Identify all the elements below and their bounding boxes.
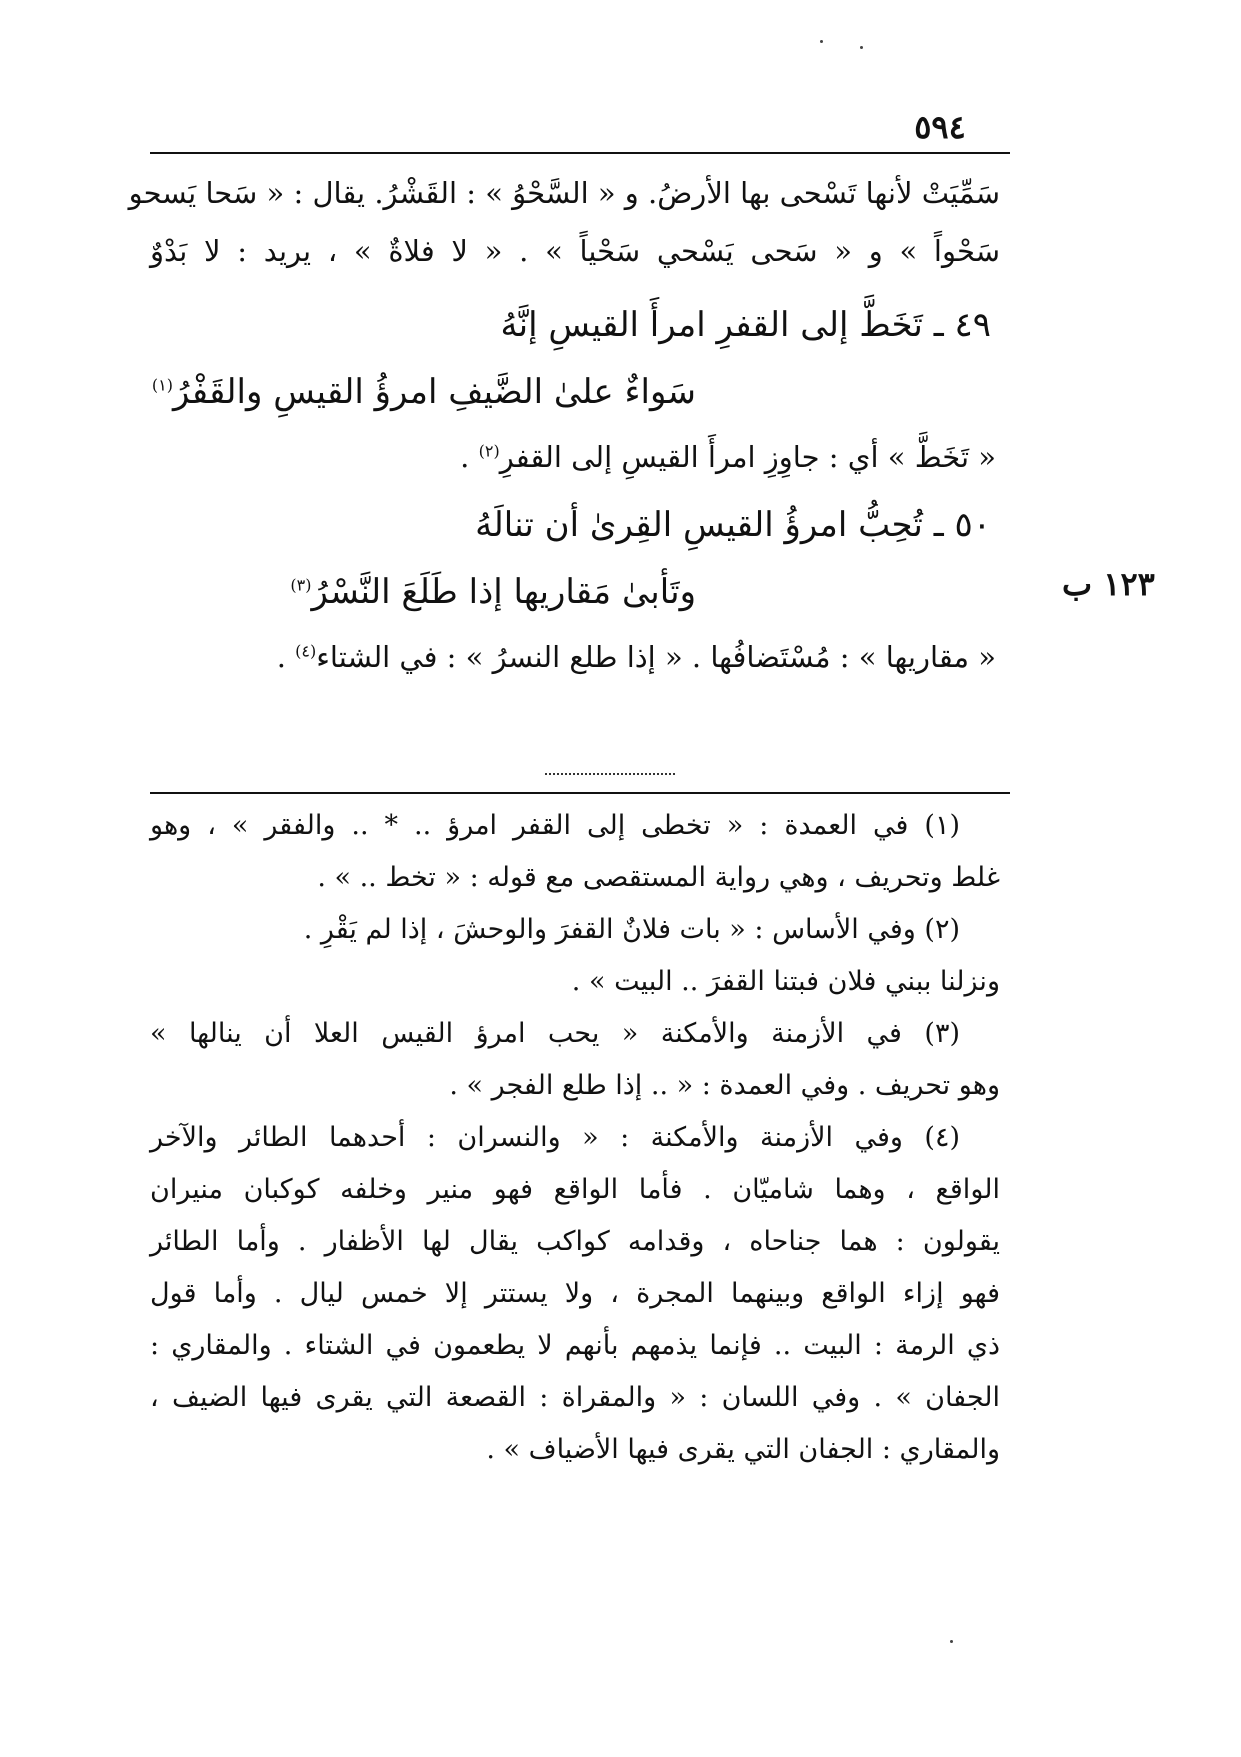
footnote-line: فهو إزاء الواقع وبينهما المجرة ، ولا يستتر إلا خمس ليال . وأما قول xyxy=(150,1278,1000,1309)
ink-smudge xyxy=(545,773,675,783)
footnote-line: والمقاري : الجفان التي يقرى فيها الأضياف » . xyxy=(486,1434,1000,1465)
scan-speck xyxy=(950,1640,953,1643)
footnote-line: (٤) وفي الأزمنة والأمكنة : « والنسران : أحدهما الطائر والآخر xyxy=(150,1122,960,1153)
footnote-ref-1: (١) xyxy=(151,375,174,395)
gloss-50-text: « مقاريها » : مُسْتَضافُها . « إذا طلع النسرُ » : في الشتاء xyxy=(316,640,996,674)
header-rule xyxy=(150,152,1010,154)
footnote-line: غلط وتحريف ، وهي رواية المستقصى مع قوله : « تخط .. » . xyxy=(317,862,1000,893)
footnote-separator xyxy=(150,792,1010,794)
footnote-line: ذي الرمة : البيت .. فإنما يذمهم بأنهم لا يطعمون في الشتاء . والمقاري : xyxy=(150,1330,1000,1361)
verse-49-first-hemistich: ٤٩ ـ تَخَطَّ إلى القفرِ امرأَ القيسِ إنَّهُ xyxy=(500,305,991,345)
verse-50-hemistich-2-text: وتَأبىٰ مَقاريها إذا طَلَعَ النَّسْرُ xyxy=(311,572,696,612)
footnote-ref-3: (٣) xyxy=(290,575,312,595)
footnote-ref-4: (٤) xyxy=(295,641,317,661)
footnote-ref-2: (٢) xyxy=(478,441,500,461)
footnote-line: ونزلنا ببني فلان فبتنا القفرَ .. البيت » . xyxy=(571,966,1000,997)
verse-50-first-hemistich: ٥٠ ـ تُحِبُّ امرؤُ القيسِ القِرىٰ أن تنالَهُ xyxy=(475,505,991,545)
prose-line: سَمِّيَتْ لأنها تَسْحى بها الأرضُ. و « السَّحْوُ » : القَشْرُ. يقال : « سَحا يَسحو xyxy=(128,176,1000,210)
footnote-line: وهو تحريف . وفي العمدة : « .. إذا طلع الفجر » . xyxy=(449,1070,1000,1101)
footnote-line: (٢) وفي الأساس : « بات فلانٌ القفرَ والوحشَ ، إذا لم يَقْرِ . xyxy=(303,914,960,945)
verse-50-second-hemistich xyxy=(290,572,696,612)
footnote-line: (١) في العمدة : « تخطى إلى القفر امرؤ .. * .. والفقر » ، وهو xyxy=(150,810,960,841)
verse-49-hemistich-2-text: سَواءٌ علىٰ الضَّيفِ امرؤُ القيسِ والقَفْرُ xyxy=(173,372,696,412)
verse-49-second-hemistich xyxy=(152,372,696,412)
prose-line: سَحْواً » و « سَحى يَسْحي سَحْياً » . « لا فلاةٌ » ، يريد : لا بَدْوٌ xyxy=(150,234,1000,268)
footnote-line: الواقع ، وهما شاميّان . فأما الواقع فهو منير وخلفه كوكبان منيران xyxy=(150,1174,1000,1205)
footnote-line: (٣) في الأزمنة والأمكنة « يحب امرؤ القيس العلا أن ينالها » xyxy=(150,1018,960,1049)
page-number: ٥٩٤ xyxy=(914,108,966,146)
footnote-line: يقولون : هما جناحاه ، وقدامه كواكب يقال لها الأظفار . وأما الطائر xyxy=(150,1226,1000,1257)
footnote-line: الجفان » . وفي اللسان : « والمقراة : القصعة التي يقرى فيها الضيف ، xyxy=(150,1382,1000,1413)
gloss-49-text: « تَخَطَّ » أي : جاوِزِ امرأَ القيسِ إلى القفرِ xyxy=(499,440,996,474)
scan-speck xyxy=(820,40,823,43)
margin-manuscript-folio: ١٢٣ ب xyxy=(1062,565,1155,603)
gloss-verse-50: « مقاريها » : مُسْتَضافُها . « إذا طلع النسرُ » : في الشتاء$^{(٤)}$ . xyxy=(276,640,996,674)
gloss-verse-49: « تَخَطَّ » أي : جاوِزِ امرأَ القيسِ إلى القفرِ$^{(٢)}$ . xyxy=(460,440,996,474)
scan-speck xyxy=(860,46,863,49)
